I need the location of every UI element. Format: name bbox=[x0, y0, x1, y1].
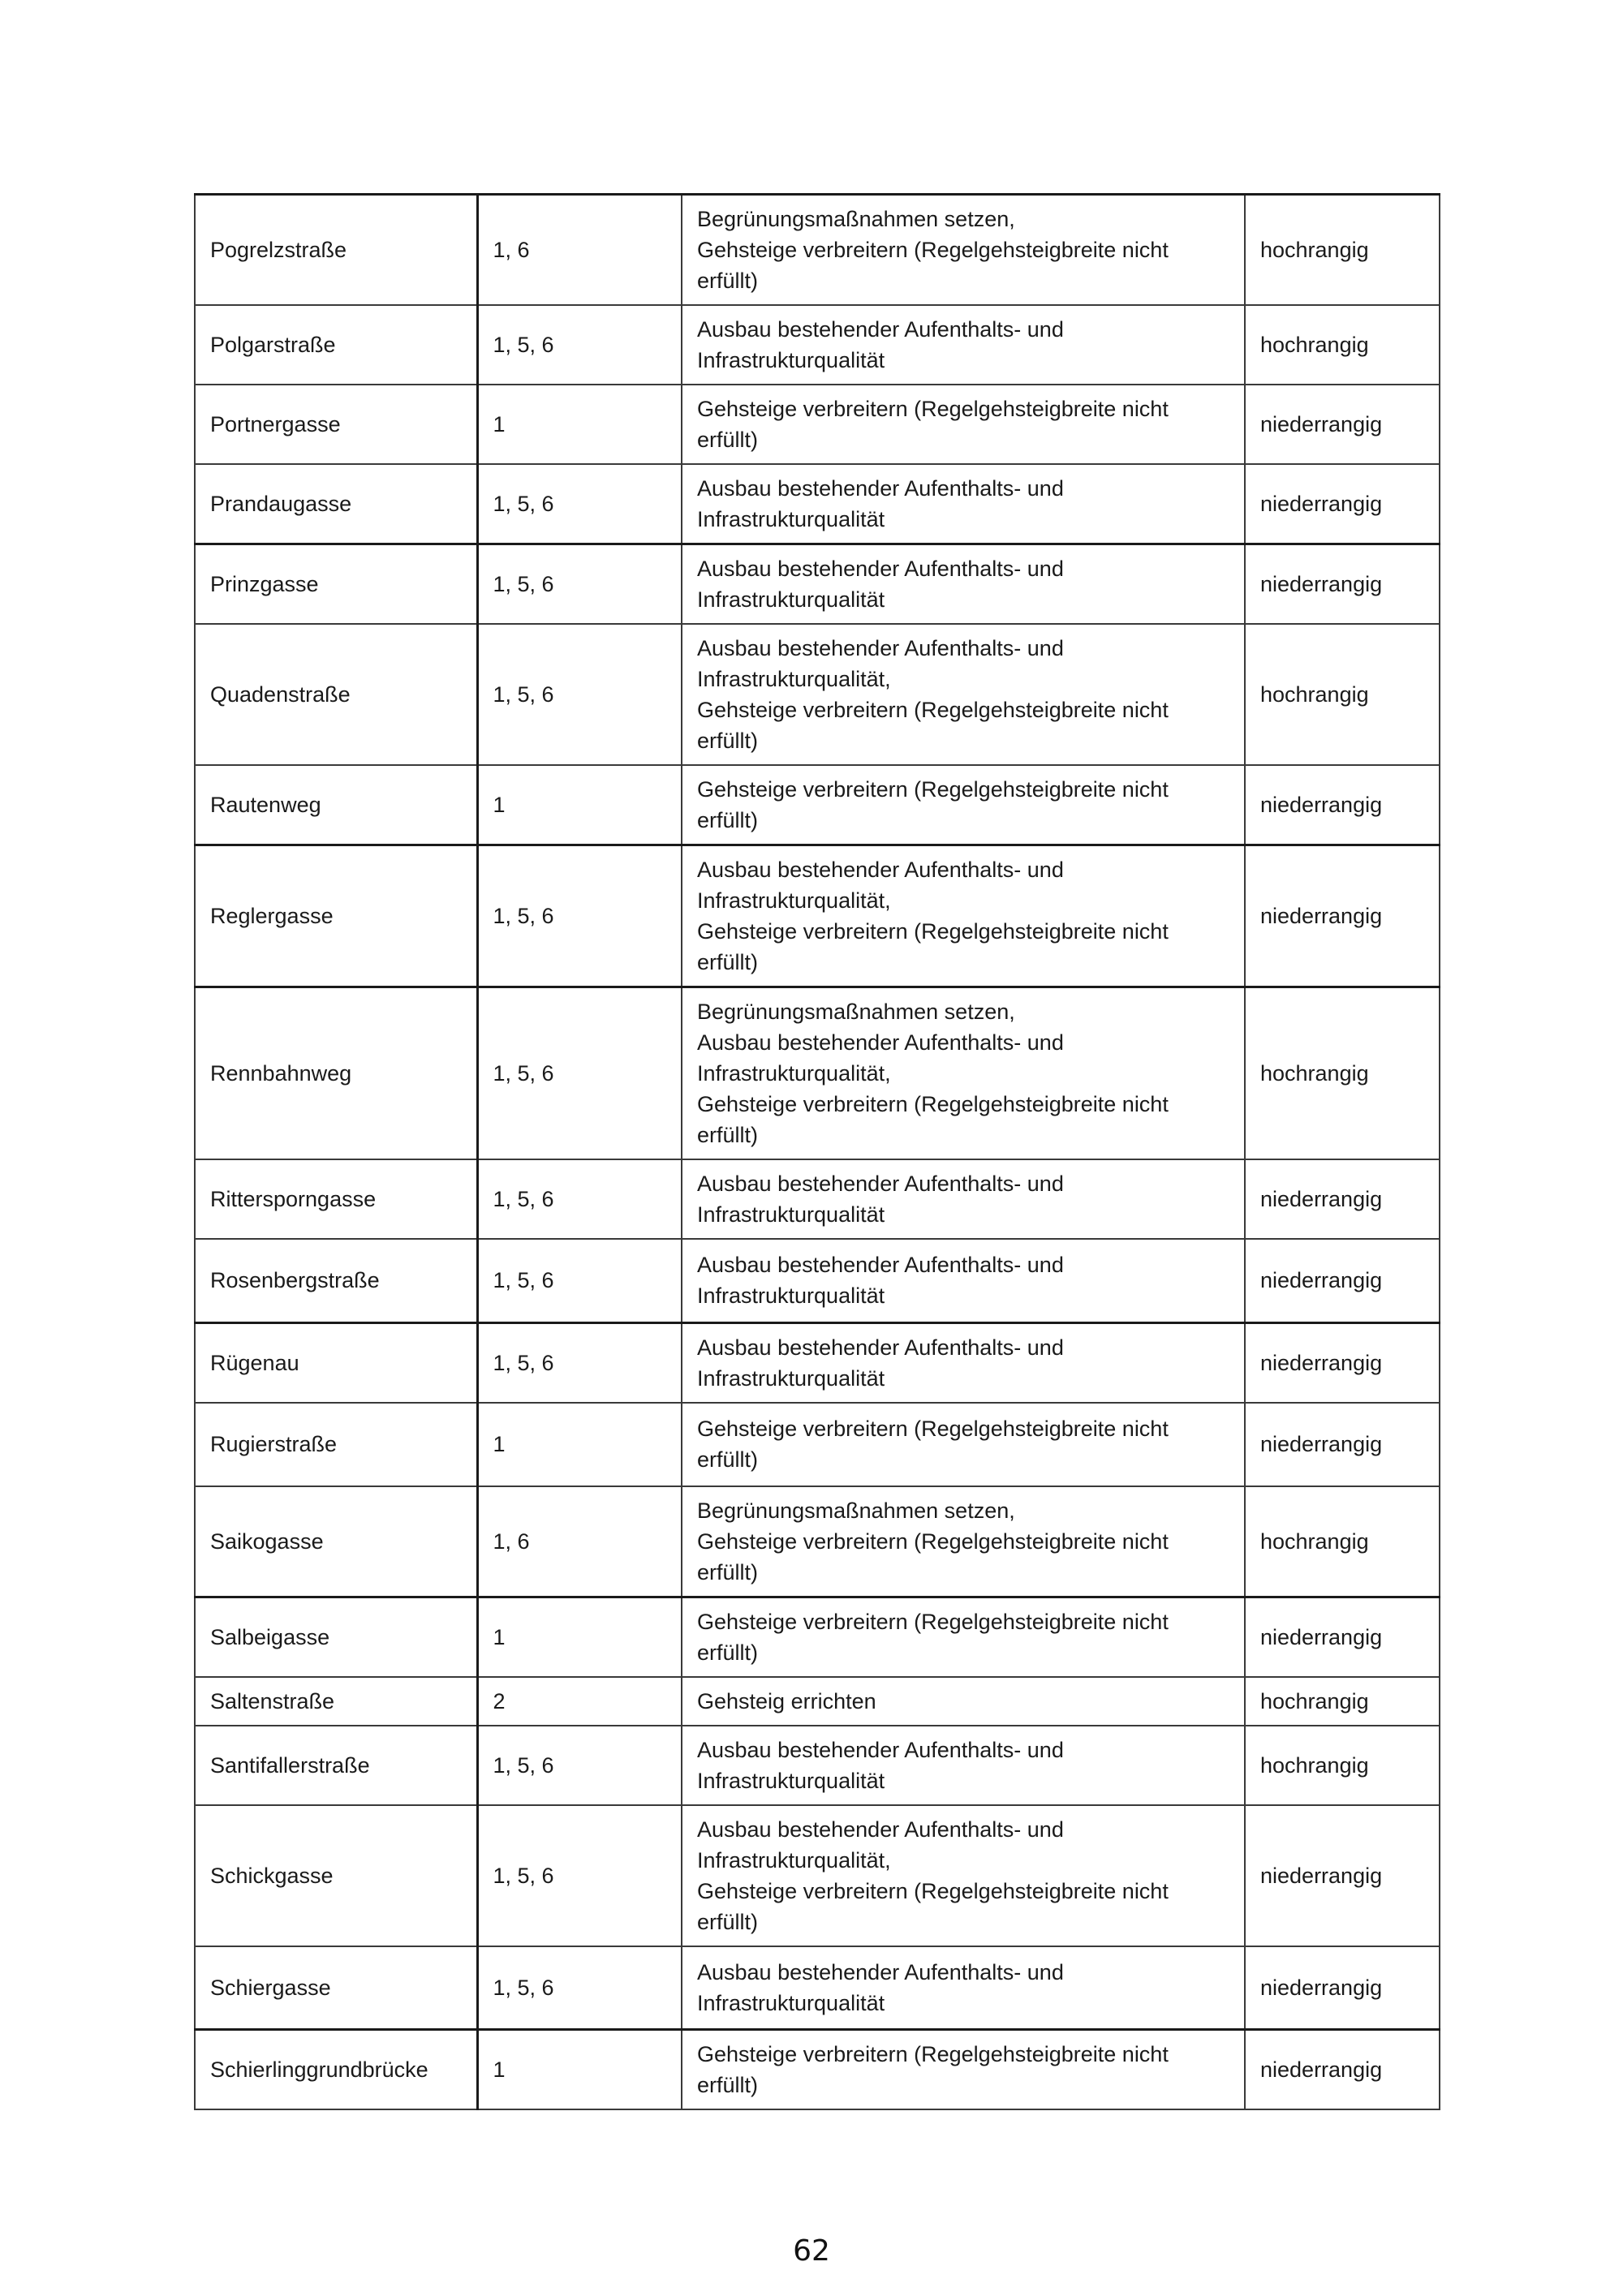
measures-cell bbox=[682, 544, 1245, 625]
street-name-cell: Polgarstraße bbox=[195, 305, 477, 385]
street-name-cell: Salbeigasse bbox=[195, 1597, 477, 1677]
table-row bbox=[195, 1946, 1440, 2030]
measures-cell bbox=[682, 1805, 1245, 1946]
table-row bbox=[195, 1726, 1440, 1805]
measure-line: Gehsteige verbreitern (Regelgehsteigbreite nicht bbox=[697, 397, 1169, 421]
measure-line: Gehsteige verbreitern (Regelgehsteigbreite nicht bbox=[697, 919, 1169, 944]
measure-line: Gehsteige verbreitern (Regelgehsteigbreite nicht bbox=[697, 1092, 1169, 1116]
measure-line: Ausbau bestehender Aufenthalts- und bbox=[697, 1253, 1064, 1278]
table-row bbox=[195, 765, 1440, 845]
street-rank-cell: niederrangig bbox=[1245, 1239, 1440, 1322]
street-rank-cell: niederrangig bbox=[1245, 544, 1440, 625]
measure-line: Begrünungsmaßnahmen setzen, bbox=[697, 207, 1015, 231]
measure-codes-cell: 1 bbox=[477, 1597, 682, 1677]
table-row bbox=[195, 1805, 1440, 1946]
street-rank-cell: niederrangig bbox=[1245, 765, 1440, 845]
measure-line: erfüllt) bbox=[697, 1909, 759, 1934]
measure-codes-cell: 1, 5, 6 bbox=[477, 305, 682, 385]
table-row bbox=[195, 544, 1440, 625]
measure-line: Gehsteige verbreitern (Regelgehsteigbreite nicht bbox=[697, 2042, 1169, 2066]
street-rank-cell: niederrangig bbox=[1245, 1403, 1440, 1486]
measure-line: Ausbau bestehender Aufenthalts- und bbox=[697, 1172, 1064, 1196]
measure-codes-cell: 2 bbox=[477, 1677, 682, 1726]
measure-line: Gehsteige verbreitern (Regelgehsteigbreite nicht bbox=[697, 698, 1169, 722]
table-body bbox=[195, 195, 1440, 2110]
measures-cell bbox=[682, 305, 1245, 385]
measures-cell bbox=[682, 1239, 1245, 1322]
measure-line: erfüllt) bbox=[697, 950, 759, 974]
measure-line: Infrastrukturqualität bbox=[697, 1990, 885, 2015]
measure-line: Infrastrukturqualität bbox=[697, 348, 885, 372]
measure-line: Ausbau bestehender Aufenthalts- und bbox=[697, 557, 1064, 581]
measure-line: Gehsteige verbreitern (Regelgehsteigbreite nicht bbox=[697, 1417, 1169, 1441]
measure-line: Gehsteige verbreitern (Regelgehsteigbreite nicht bbox=[697, 1878, 1169, 1903]
measure-line: Gehsteig errichten bbox=[697, 1688, 876, 1713]
measure-codes-cell: 1, 5, 6 bbox=[477, 624, 682, 765]
street-rank-cell: hochrangig bbox=[1245, 195, 1440, 306]
measure-codes-cell: 1 bbox=[477, 1403, 682, 1486]
measure-line: erfüllt) bbox=[697, 1447, 759, 1472]
measures-cell bbox=[682, 765, 1245, 845]
street-name-cell: Saltenstraße bbox=[195, 1677, 477, 1726]
measure-line: Gehsteige verbreitern (Regelgehsteigbreite nicht bbox=[697, 1609, 1169, 1634]
street-rank-cell: hochrangig bbox=[1245, 1677, 1440, 1726]
street-name-cell: Rennbahnweg bbox=[195, 987, 477, 1160]
measures-cell bbox=[682, 1726, 1245, 1805]
street-rank-cell: niederrangig bbox=[1245, 1597, 1440, 1677]
table-row bbox=[195, 987, 1440, 1160]
table-row bbox=[195, 385, 1440, 464]
table-row bbox=[195, 1159, 1440, 1239]
measures-cell bbox=[682, 1486, 1245, 1597]
measure-line: Ausbau bestehender Aufenthalts- und bbox=[697, 1030, 1064, 1055]
measure-codes-cell: 1, 5, 6 bbox=[477, 1159, 682, 1239]
street-measures-table bbox=[194, 193, 1440, 2110]
measure-line: Infrastrukturqualität, bbox=[697, 667, 891, 691]
street-name-cell: Santifallerstraße bbox=[195, 1726, 477, 1805]
street-name-cell: Rosenbergstraße bbox=[195, 1239, 477, 1322]
table-row bbox=[195, 1486, 1440, 1597]
page-number: 62 bbox=[793, 2234, 830, 2268]
measure-line: erfüllt) bbox=[697, 1559, 759, 1584]
table-row bbox=[195, 624, 1440, 765]
measure-codes-cell: 1, 5, 6 bbox=[477, 1946, 682, 2030]
street-rank-cell: hochrangig bbox=[1245, 305, 1440, 385]
measures-cell bbox=[682, 1322, 1245, 1403]
measure-line: Infrastrukturqualität bbox=[697, 1202, 885, 1227]
table-row bbox=[195, 845, 1440, 987]
measures-cell bbox=[682, 987, 1245, 1160]
measures-cell bbox=[682, 464, 1245, 544]
measure-line: Ausbau bestehender Aufenthalts- und bbox=[697, 1817, 1064, 1842]
measures-cell bbox=[682, 1946, 1245, 2030]
street-rank-cell: niederrangig bbox=[1245, 1946, 1440, 2030]
measure-line: Gehsteige verbreitern (Regelgehsteigbreite nicht bbox=[697, 1529, 1169, 1554]
measure-codes-cell: 1, 6 bbox=[477, 195, 682, 306]
measure-line: Infrastrukturqualität bbox=[697, 507, 885, 531]
table-row bbox=[195, 1322, 1440, 1403]
table-row bbox=[195, 1403, 1440, 1486]
street-name-cell: Prandaugasse bbox=[195, 464, 477, 544]
measure-line: Ausbau bestehender Aufenthalts- und bbox=[697, 476, 1064, 501]
table-row bbox=[195, 2030, 1440, 2110]
measure-line: Infrastrukturqualität bbox=[697, 1283, 885, 1309]
table-row bbox=[195, 305, 1440, 385]
measure-line: erfüllt) bbox=[697, 428, 759, 452]
measure-codes-cell: 1, 5, 6 bbox=[477, 1805, 682, 1946]
measure-line: Ausbau bestehender Aufenthalts- und bbox=[697, 858, 1064, 882]
measure-line: Begrünungsmaßnahmen setzen, bbox=[697, 1000, 1015, 1024]
measure-line: Ausbau bestehender Aufenthalts- und bbox=[697, 1959, 1064, 1984]
street-name-cell: Quadenstraße bbox=[195, 624, 477, 765]
street-rank-cell: niederrangig bbox=[1245, 1805, 1440, 1946]
measures-cell bbox=[682, 1597, 1245, 1677]
measure-codes-cell: 1, 6 bbox=[477, 1486, 682, 1597]
measures-cell bbox=[682, 1403, 1245, 1486]
measure-line: Infrastrukturqualität bbox=[697, 1365, 885, 1391]
street-name-cell: Rügenau bbox=[195, 1322, 477, 1403]
measures-cell bbox=[682, 2030, 1245, 2110]
street-name-cell: Rugierstraße bbox=[195, 1403, 477, 1486]
street-name-cell: Saikogasse bbox=[195, 1486, 477, 1597]
measure-line: Gehsteige verbreitern (Regelgehsteigbreite nicht bbox=[697, 777, 1169, 802]
measure-line: Ausbau bestehender Aufenthalts- und bbox=[697, 317, 1064, 342]
measure-line: erfüllt) bbox=[697, 808, 759, 832]
street-rank-cell: niederrangig bbox=[1245, 385, 1440, 464]
measure-codes-cell: 1, 5, 6 bbox=[477, 464, 682, 544]
table-row bbox=[195, 1677, 1440, 1726]
measures-cell bbox=[682, 1677, 1245, 1726]
measure-codes-cell: 1, 5, 6 bbox=[477, 1726, 682, 1805]
street-rank-cell: niederrangig bbox=[1245, 1159, 1440, 1239]
table-row bbox=[195, 195, 1440, 306]
measure-line: erfüllt) bbox=[697, 1123, 759, 1147]
table-row bbox=[195, 1597, 1440, 1677]
measure-codes-cell: 1 bbox=[477, 2030, 682, 2110]
measures-cell bbox=[682, 624, 1245, 765]
measure-line: Gehsteige verbreitern (Regelgehsteigbreite nicht bbox=[697, 238, 1169, 262]
street-name-cell: Rittersporngasse bbox=[195, 1159, 477, 1239]
measure-codes-cell: 1 bbox=[477, 765, 682, 845]
measure-codes-cell: 1 bbox=[477, 385, 682, 464]
street-name-cell: Portnergasse bbox=[195, 385, 477, 464]
measure-line: Ausbau bestehender Aufenthalts- und bbox=[697, 636, 1064, 660]
street-name-cell: Pogrelzstraße bbox=[195, 195, 477, 306]
measure-codes-cell: 1, 5, 6 bbox=[477, 987, 682, 1160]
street-name-cell: Reglergasse bbox=[195, 845, 477, 987]
measure-line: Ausbau bestehender Aufenthalts- und bbox=[697, 1737, 1064, 1762]
street-rank-cell: hochrangig bbox=[1245, 624, 1440, 765]
measure-line: Infrastrukturqualität bbox=[697, 1768, 885, 1793]
street-name-cell: Rautenweg bbox=[195, 765, 477, 845]
measures-cell bbox=[682, 845, 1245, 987]
measures-cell bbox=[682, 195, 1245, 306]
street-rank-cell: hochrangig bbox=[1245, 987, 1440, 1160]
street-rank-cell: niederrangig bbox=[1245, 845, 1440, 987]
measure-line: Begrünungsmaßnahmen setzen, bbox=[697, 1498, 1015, 1523]
measure-codes-cell: 1, 5, 6 bbox=[477, 544, 682, 625]
measure-line: erfüllt) bbox=[697, 1640, 759, 1665]
measure-codes-cell: 1, 5, 6 bbox=[477, 845, 682, 987]
measure-line: Ausbau bestehender Aufenthalts- und bbox=[697, 1335, 1064, 1360]
measure-line: erfüllt) bbox=[697, 2073, 759, 2097]
measure-line: Infrastrukturqualität, bbox=[697, 888, 891, 913]
street-name-cell: Schickgasse bbox=[195, 1805, 477, 1946]
street-rank-cell: niederrangig bbox=[1245, 1322, 1440, 1403]
table-row bbox=[195, 464, 1440, 544]
measures-cell bbox=[682, 385, 1245, 464]
measures-cell bbox=[682, 1159, 1245, 1239]
measure-line: Infrastrukturqualität bbox=[697, 587, 885, 612]
measure-codes-cell: 1, 5, 6 bbox=[477, 1239, 682, 1322]
measure-line: erfüllt) bbox=[697, 269, 759, 293]
measure-line: erfüllt) bbox=[697, 729, 759, 753]
table-row bbox=[195, 1239, 1440, 1322]
street-name-cell: Prinzgasse bbox=[195, 544, 477, 625]
measure-codes-cell: 1, 5, 6 bbox=[477, 1322, 682, 1403]
street-rank-cell: hochrangig bbox=[1245, 1486, 1440, 1597]
street-rank-cell: niederrangig bbox=[1245, 2030, 1440, 2110]
measure-line: Infrastrukturqualität, bbox=[697, 1061, 891, 1086]
measure-line: Infrastrukturqualität, bbox=[697, 1847, 891, 1872]
street-rank-cell: niederrangig bbox=[1245, 464, 1440, 544]
street-name-cell: Schierlinggrundbrücke bbox=[195, 2030, 477, 2110]
street-rank-cell: hochrangig bbox=[1245, 1726, 1440, 1805]
street-name-cell: Schiergasse bbox=[195, 1946, 477, 2030]
